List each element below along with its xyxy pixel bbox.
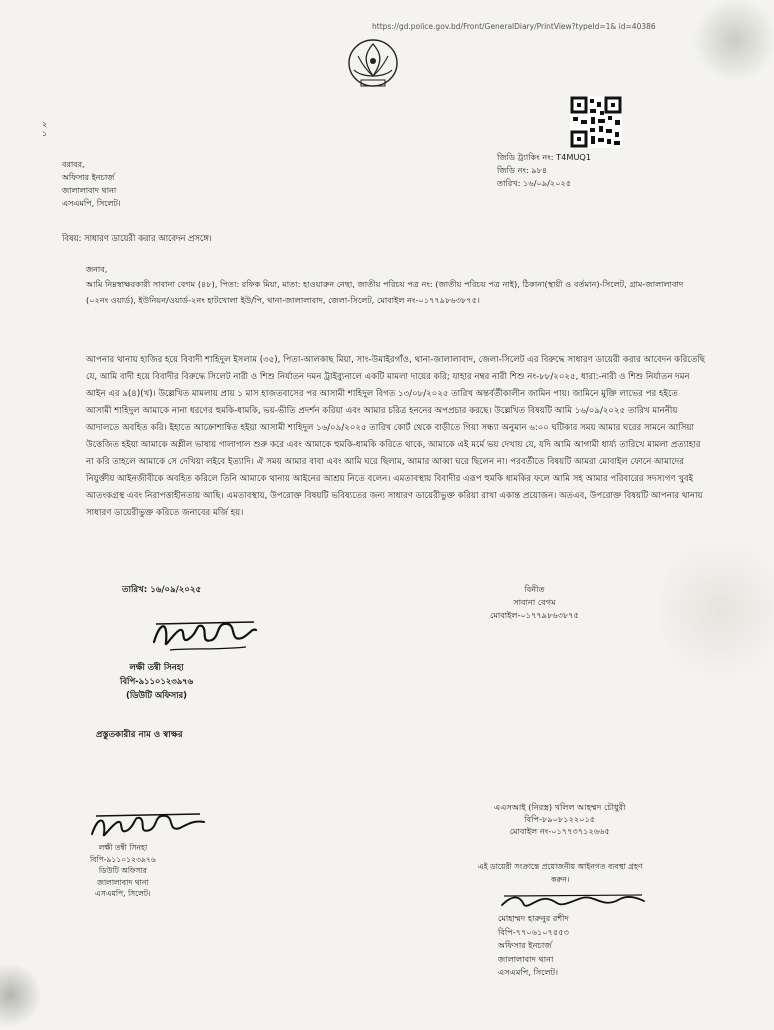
stamp-bp: বিপি-৯১১০১২৩৯৭৬ <box>90 854 156 864</box>
action-note <box>478 860 643 886</box>
oc-signature <box>498 891 648 911</box>
oc-district: এসএমপি, সিলেট। <box>498 967 559 977</box>
oc-bp: বিপি-৭৭০৬১০৭৫৫৩ <box>498 926 569 937</box>
asi-bp: বিপি-৮৯০৮১২২০১৫ <box>524 814 596 824</box>
gd-date: তারিখ: ১৬/০৯/২০২৫ <box>497 178 572 188</box>
prepared-by-label: প্রস্তুতকারীর নাম ও স্বাক্ষর <box>96 730 183 740</box>
duty-officer-stamp <box>90 842 156 900</box>
qr-code-icon <box>570 96 622 148</box>
note-line: এই ডায়েরী সংক্রান্তে প্রয়োজনীয় আইনগত ব্যবস্থা গ্রহণ <box>478 862 643 871</box>
asi-name: এএসআই (নিরস্ত্র) খলিল আহম্মদ চৌধুরী <box>494 802 626 812</box>
asi-block <box>494 801 626 837</box>
asi-mobile: মোবাইল নং-০১৭৭৩৭১২৬৬৫ <box>509 826 610 836</box>
stamp-role: ডিউটি অফিসার <box>98 866 147 875</box>
application-date: তারিখ: ১৬/০৯/২০২৫ <box>122 585 202 595</box>
police-emblem-icon <box>344 36 402 92</box>
duty-officer-role: (ডিউটি অফিসার) <box>126 690 187 700</box>
stamp-name: লক্ষী তন্বী সিনহা <box>98 843 148 852</box>
gd-tracking: জিডি ট্র্যাকিং নং: T4MUQ1 <box>497 152 592 162</box>
complaint-text: আপনার থানায় হাজির হয়ে বিবাদী শাহিদুল ইসলাম (৩৫), পিতা-আলকাছ মিয়া, সাং-উমাইরগাঁও, থানা-জালালাবাদ, জেলা-সিলেট এর বিরুদ্ধে সাধারণ ডায়েরী করার আবেদন করিতেছি যে, আমি বাদী হয়ে বিবাদীর বিরুদ্ধে সিলেট নারী ও শিশু নির্যাতন দমন ট্রাইব্যুনালে একটি মামলা দায়ের করি; যাহার নম্বর নারী শিশু নং-৮৮/২০২৫, ধারা:-নারী ও শিশু নির্যাতন দমন আইন এর ৯(৪)(খ)। উল্লেখিত মামলায় প্রায় ১ মাস হাজতবাসের পর আসামী শাহিদুল বিগত ১৩/০৮/২০২৫ তারিখ অন্তর্বর্তীকালীন জামিন পায়। জামিনে মুক্তি লাভের পর হইতে আসামী শাহিদুল আমাকে নানা ধরণের হুমকি-ধামকি, ভয়-ভীতি প্রদর্শন করিয়া এবং আমার চরিত্র হননের অপপ্রচার করছে। উল্লেখিত বিষয়টি আমি ১৬/০৯/২০২৫ তারিখ মাননীয় আদালতে অবহিত করি। ইহাতে আক্রোশান্বিত হইয়া আসামী শাহিদুল ১৬/০৯/২০২৫ তারিখ কোর্ট থেকে বাড়ীতে গিয়া সন্ধ্যা অনুমান ৬:০০ ঘটিকার সময় আমার ঘরের সামনে আসিয়া উত্তেজিত হইয়া আমাকে অশ্লীল ভাষায় গালাগাল শুরু করে এবং আমাকে হুমকি-ধামকি করিতে থাকে, আমাকে এই মর্মে ভয় দেখায় যে, যদি আমি আগামী ধার্য্য তারিখে মামলা প্রত্যাহার না করি তাহলে আমাকে সে দেখিয়া লইবে ইত্যাদি। ঐ সময় আমার বাবা এবং আমি ঘরে ছিলাম, আমার আব্বা ঘরে ছিলেন না। পরবর্তীতে বিষয়টি আমরা মোবাইল ফোনে আমাদের নিযুক্তীয় আইনজীবীকে অবহিত করিলে তিনি আমাকে থানায় আইনের আশ্রয় নিতে বলেন। এমতাবস্থায় বিবাদীর এরূপ হুমকি ধামকির ফলে আমি সহ আমার পরিবারের সদস্যগণ খুবই আতংকগ্রস্থ এবং নিরাপত্তাহীনতায় আছি। এমতাবস্থায়, উপরোক্ত বিষয়টি ভবিষ্যতের জন্য সাধারণ ডায়েরীভুক্ত করিয়া রাখা একান্ত প্রয়োজন। <box>86 355 705 501</box>
duty-officer-name: লক্ষী তন্বী সিনহা <box>129 662 184 672</box>
recipient-line: অফিসার ইনচার্জ <box>62 173 115 182</box>
side-mark: ২ ১ <box>42 120 48 138</box>
gd-info-block <box>497 151 591 190</box>
applicant-name: সাবানা বেগম <box>513 597 556 607</box>
oc-name: মোহাম্মদ হারুনুর রশীদ <box>498 913 569 923</box>
applicant-intro: আমি নিম্নস্বাক্ষরকারী সাবানা বেগম (৪৮), পিতা: রফিক মিয়া, মাতা: হাওয়ারুন নেছা, জাতীয় পরিচয় পত্র নং: (জাতীয় পরিচয় পত্র নাই), ঠিকানা(স্থায়ী ও বর্তমান)-সিলেট, গ্রাম-জালালাবাদ (০২নং ওয়ার্ড), ইউনিয়ন/ওয়ার্ড-২নং হাটখোলা ইউ/পি, থানা-জালালাবাদ, জেলা-সিলেট, মোবাইল নং-০১৭৭৯৮৬৩৮৭৫। <box>86 279 684 305</box>
recipient-line: জালালাবাদ থানা <box>62 186 117 195</box>
oc-station: জালালাবাদ থানা <box>498 953 554 964</box>
stamp-station: জালালাবাদ থানা <box>97 877 149 887</box>
officer-in-charge-block <box>498 912 569 980</box>
stamp-district: এসএমপি, সিলেট। <box>95 889 151 898</box>
recipient-line: বরাবর, <box>62 160 85 169</box>
salutation: জনাব, <box>86 265 108 274</box>
closing-text: অতএব, উপরোক্ত বিষয়টি আপনার থানায় সাধারণ ডায়েরীভুক্ত করিতে জনাবের মর্জি হয়। <box>86 491 703 518</box>
stamp-signature <box>88 808 208 842</box>
oc-role: অফিসার ইনচার্জ <box>498 940 552 950</box>
applicant-signoff <box>490 583 579 622</box>
gd-number: জিডি নং: ৯৮৪ <box>497 165 548 175</box>
complaint-body <box>86 352 706 522</box>
subject-line: বিষয়: সাধারণ ডায়েরী করার আবেদন প্রসঙ্গে। <box>62 233 212 243</box>
duty-officer-block <box>120 660 193 702</box>
recipient-line: এসএমপি, সিলেট। <box>62 199 121 208</box>
applicant-mobile: মোবাইল-০১৭৭৯৮৬৩৮৭৫ <box>490 610 579 620</box>
duty-officer-bp: বিপি-৯১১০১২৩৯৭৬ <box>120 676 194 686</box>
print-url: https://gd.police.gov.bd/Front/GeneralDiary/PrintView?typeId=1& id=40386 <box>372 22 656 31</box>
signoff-line: বিনীত <box>524 584 545 594</box>
note-line: করুন। <box>551 875 570 884</box>
recipient-block <box>62 158 121 210</box>
duty-officer-signature <box>150 612 260 656</box>
